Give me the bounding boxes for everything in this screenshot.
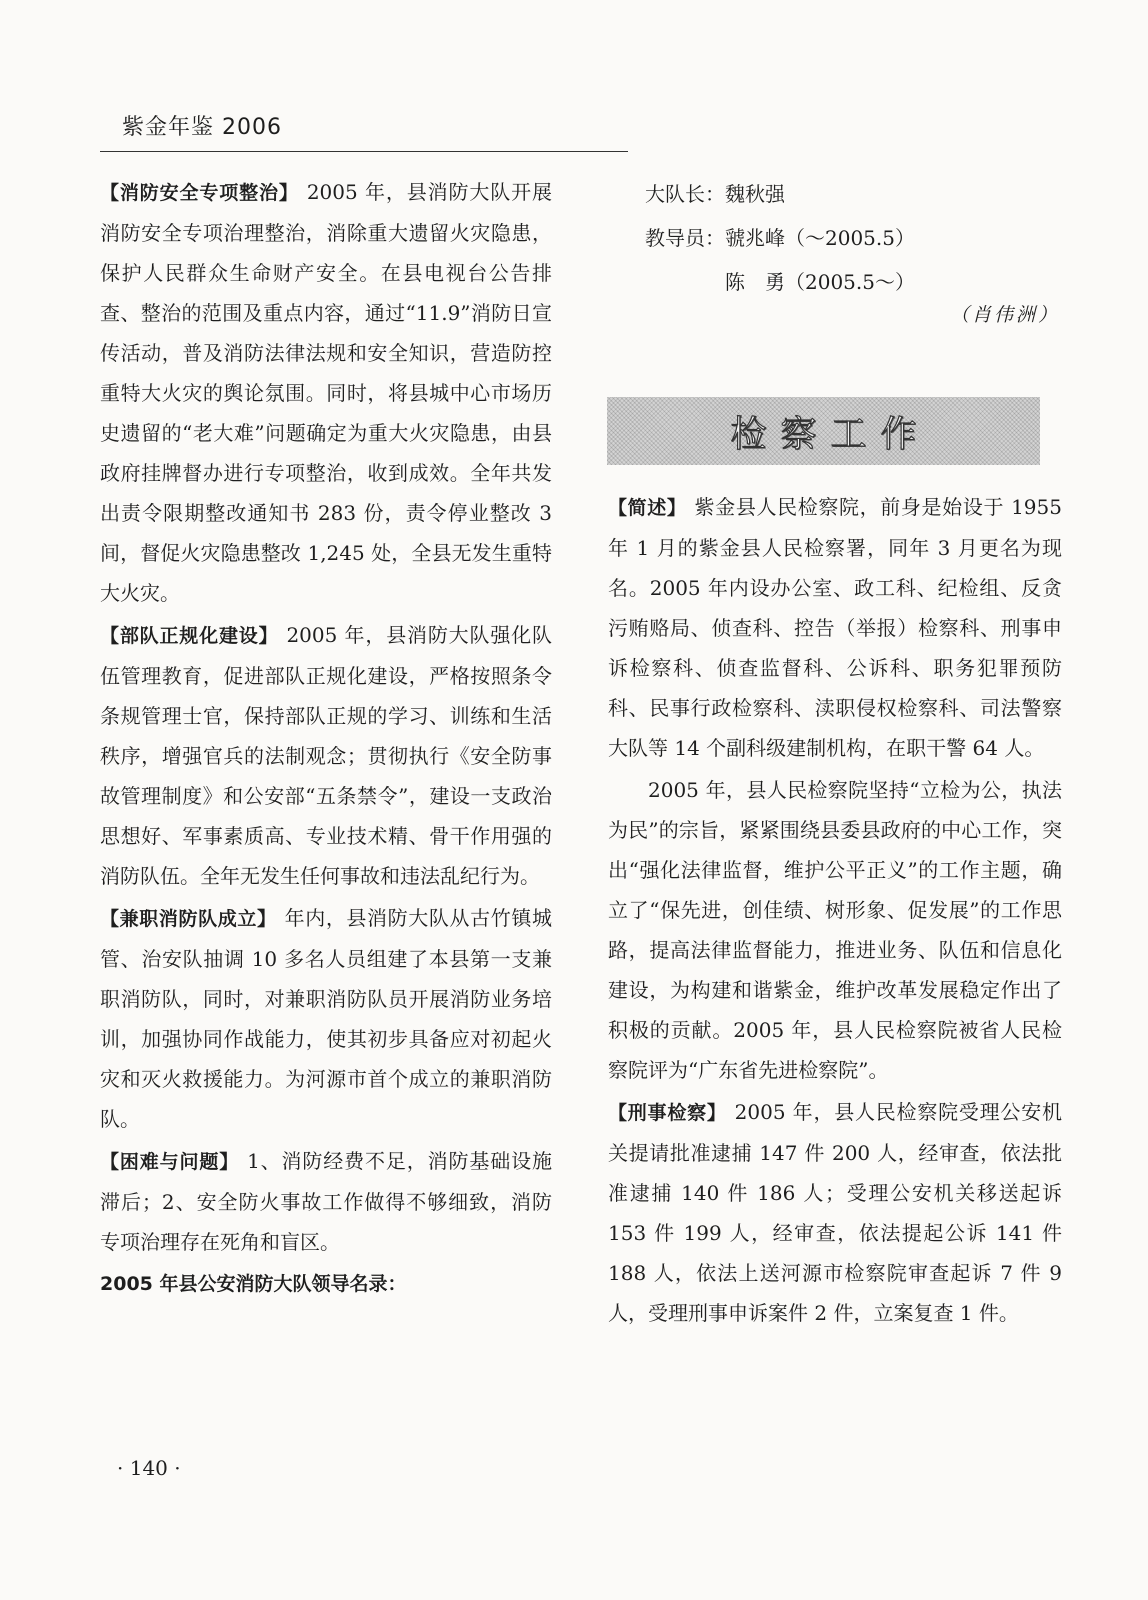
section-regularization (100, 615, 552, 896)
section-heading: 【简述】 (608, 497, 687, 519)
roster-captain: 大队长：魏秋强 (645, 182, 785, 206)
section-banner (607, 397, 1040, 465)
running-header: 紫金年鉴 2006 (122, 115, 282, 140)
roster-instructor-2: 陈 勇（2005.5～） (725, 270, 915, 294)
paragraph-work-summary: 2005 年，县人民检察院坚持“立检为公，执法为民”的宗旨，紧紧围绕县委县政府的中心工作，突出“强化法律监督，维护公平正义”的工作主题，确立了“保先进，创佳绩、树形象、促发展”的工作思路，提高法律监督能力，推进业务、队伍和信息化建设，为构建和谐紫金，维护改革发展稳定作出了积极的贡献。2005 年，县人民检察院被省人民检察院评为“广东省先进检察院”。 (608, 778, 1062, 1082)
left-column (100, 172, 552, 1304)
right-column (608, 487, 1062, 1333)
section-overview (608, 487, 1062, 768)
header-rule (100, 151, 628, 152)
section-text: 2005 年，县人民检察院受理公安机关提请批准逮捕 147 件 200 人，经审查，依法批准逮捕 140 件 186 人；受理公安机关移送起诉 153 件 199 人，经审查，依法提起公诉 141 件 188 人，依法上送河源市检察院审查起诉 7 件 9 人，受理刑事申诉案件 2 件，立案复查 1 件。 (608, 1100, 1062, 1325)
section-heading: 【刑事检察】 (608, 1102, 727, 1124)
section-heading: 【困难与问题】 (100, 1151, 240, 1173)
roster-instructor-1: 教导员：虢兆峰（～2005.5） (645, 226, 915, 250)
section-problems (100, 1141, 552, 1262)
section-heading: 【部队正规化建设】 (100, 625, 279, 647)
section-fire-safety (100, 172, 552, 613)
leadership-roster (645, 172, 915, 304)
section-criminal-prosecution (608, 1092, 1062, 1333)
section-text: 年内，县消防大队从古竹镇城管、治安队抽调 10 多名人员组建了本县第一支兼职消防队，同时，对兼职消防队员开展消防业务培训，加强协同作战能力，使其初步具备应对初起火灾和灭火救援能力。为河源市首个成立的兼职消防队。 (100, 906, 552, 1131)
section-heading: 【兼职消防队成立】 (100, 908, 277, 930)
section-text: 1、消防经费不足，消防基础设施滞后；2、安全防火事故工作做得不够细致，消防专项治理存在死角和盲区。 (100, 1149, 552, 1254)
page-number: · 140 · (117, 1456, 181, 1480)
section-heading: 【消防安全专项整治】 (100, 182, 299, 204)
author-credit: （肖伟洲） (950, 304, 1061, 326)
section-text: 2005 年，县消防大队强化队伍管理教育，促进部队正规化建设，严格按照条令条规管理士官，保持部队正规的学习、训练和生活秩序，增强官兵的法制观念；贯彻执行《安全防事故管理制度》和公安部“五条禁令”，建设一支政治思想好、军事素质高、专业技术精、骨干作用强的消防队伍。全年无发生任何事故和违法乱纪行为。 (100, 623, 552, 888)
leadership-list-title: 2005 年县公安消防大队领导名录： (100, 1273, 407, 1295)
section-parttime-brigade (100, 898, 552, 1139)
banner-title: 检察工作 (730, 413, 931, 455)
section-text: 2005 年，县消防大队开展消防安全专项治理整治，消除重大遗留火灾隐患，保护人民群众生命财产安全。在县电视台公告排查、整治的范围及重点内容，通过“11.9”消防日宣传活动，普及消防法律法规和安全知识，营造防控重特大火灾的舆论氛围。同时，将县城中心市场历史遗留的“老大难”问题确定为重大火灾隐患，由县政府挂牌督办进行专项整治，收到成效。全年共发出责令限期整改通知书 283 份，责令停业整改 3 间，督促火灾隐患整改 1,245 处，全县无发生重特大火灾。 (100, 180, 552, 605)
section-text: 紫金县人民检察院，前身是始设于 1955 年 1 月的紫金县人民检察署，同年 3 月更名为现名。2005 年内设办公室、政工科、纪检组、反贪污贿赂局、侦查科、控告（举报）检察科、刑事申诉检察科、侦查监督科、公诉科、职务犯罪预防科、民事行政检察科、渎职侵权检察科、司法警察大队等 14 个副科级建制机构，在职干警 64 人。 (608, 495, 1062, 760)
